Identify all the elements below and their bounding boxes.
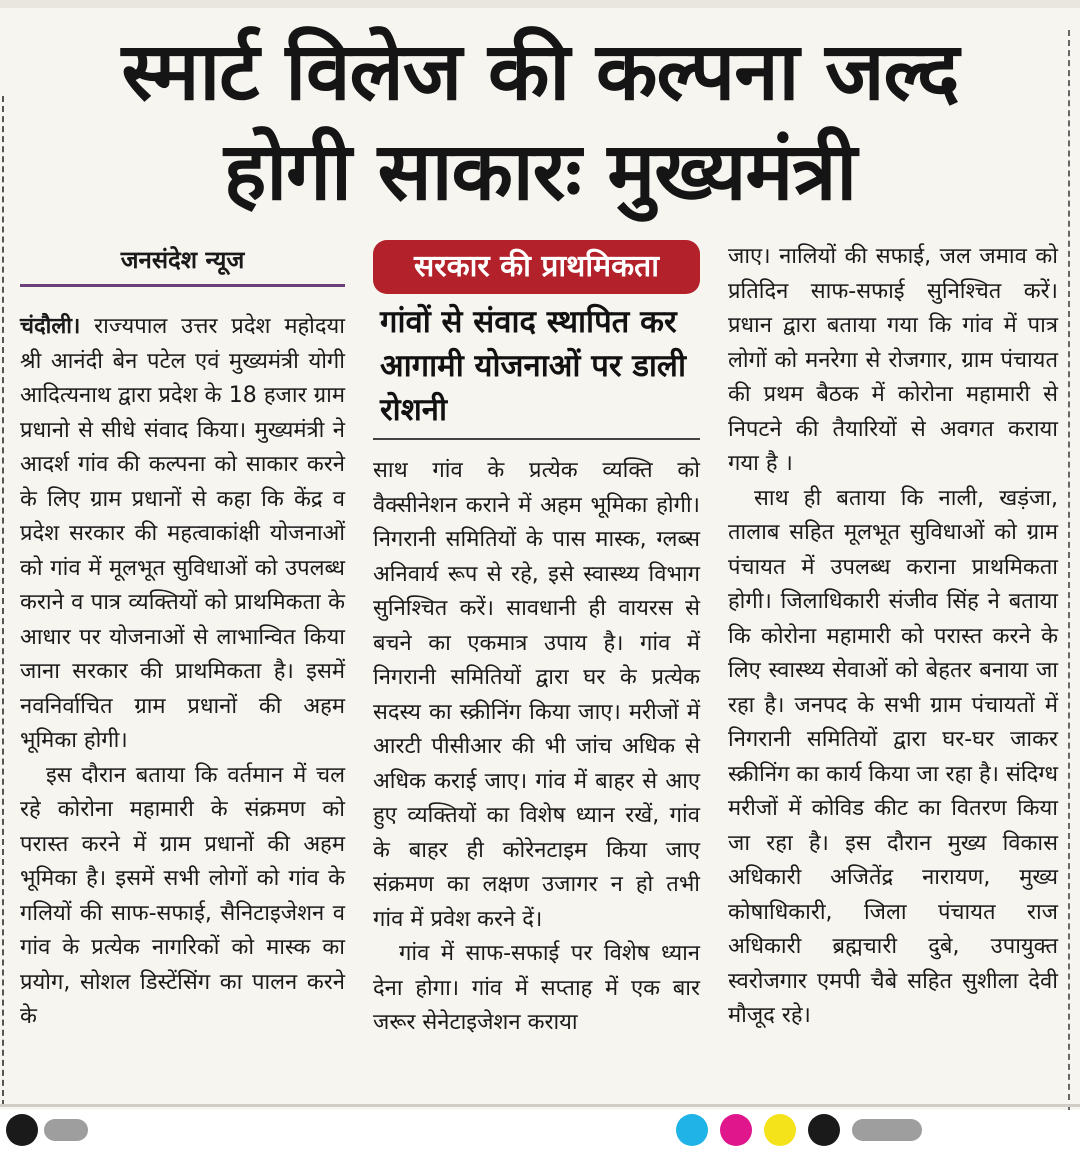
column-2-paragraph-1: साथ गांव के प्रत्येक व्यक्ति को वैक्सीनेशन कराने में अहम भूमिका होगी। निगरानी समितियों के पास मास्क, ग्लब्स अनिवार्य रूप से रहे, इसे स्वास्थ्य विभाग सुनिश्चित करें। सावधानी ही वायरस से बचने का एकमात्र उपाय है। गांव में निगरानी समितियों द्वारा घर के प्रत्येक सदस्य का स्क्रीनिंग किया जाए। मरीजों में आरटी पीसीआर की भी जांच अधिक से अधिक कराई जाए। गांव में बाहर से आए हुए व्यक्तियों का विशेष ध्यान रखें, गांव के बाहर ही कोरेनटाइम किया जाए संक्रमण का लक्षण उजागर न हो तभी गांव में प्रवेश करने दें।: [373, 458, 700, 932]
headline-line-2: होगी साकारः मुख्यमंत्री: [223, 125, 857, 218]
registration-dot-black: [6, 1114, 38, 1146]
column-1-paragraph-1: [20, 310, 345, 759]
subheadline: गांवों से संवाद स्थापित कर आगामी योजनाओं पर डाली रोशनी: [380, 304, 686, 428]
registration-dot-black-2: [808, 1114, 840, 1146]
dateline: चंदौली।: [20, 314, 81, 339]
section-kicker: सरकार की प्राथमिकता: [373, 240, 700, 294]
headline-line-1: स्मार्ट विलेज की कल्पना जल्द: [121, 25, 959, 118]
column-3-paragraph-1: जाए। नालियों की सफाई, जल जमाव को प्रतिदिन साफ-सफाई सुनिश्चित करें। प्रधान द्वारा बताया गया कि गांव में पात्र लोगों को मनरेगा से रोजगार, ग्राम पंचायत की प्रथम बैठक में कोरोना महामारी से निपटने की तैयारियों से अवगत कराया गया है ।: [728, 244, 1058, 476]
column-3-paragraph-2: साथ ही बताया कि नाली, खड़ंजा, तालाब सहित मूलभूत सुविधाओं को ग्राम पंचायत में उपलब्ध कराना प्राथमिकता होगी। जिलाधिकारी संजीव सिंह ने बताया कि कोरोना महामारी को परास्त करने के लिए स्वास्थ्य सेवाओं को बेहतर बनाया जा रहा है। जनपद के सभी ग्राम पंचायतों में निगरानी समितियों द्वारा घर-घर जाकर स्क्रीनिंग का कार्य किया जा रहा है। संदिग्ध मरीजों में कोविड कीट का वितरण किया जा रहा है। इस दौरान मुख्य विकास अधिकारी अजितेंद्र नारायण, मुख्य कोषाधिकारी, जिला पंचायत राज अधिकारी ब्रह्मचारी दुबे, उपायुक्त स्वरोजगार एमपी चैबे सहित सुशीला देवी मौजूद रहे।: [728, 485, 1058, 1028]
registration-bar-gray-2: [852, 1119, 922, 1141]
column-1-paragraph-1-text: राज्यपाल उत्तर प्रदेश महोदया श्री आनंदी बेन पटेल एवं मुख्यमंत्री योगी आदित्यनाथ द्वारा प्रदेश के 18 हजार ग्राम प्रधानो से सीधे संवाद किया। मुख्यमंत्री ने आदर्श गांव की कल्पना को साकार करने के लिए ग्राम प्रधानों से कहा कि केंद्र व प्रदेश सरकार की महत्वाकांक्षी योजनाओं को गांव में मूलभूत सुविधाओं को उपलब्ध कराने व पात्र व्यक्तियों को प्राथमिकता के आधार पर योजनाओं से लाभान्वित किया जाना सरकार की प्राथमिकता है। इसमें नवनिर्वाचित ग्राम प्रधानों की अहम भूमिका होगी।: [20, 314, 345, 753]
article-column-2: [373, 446, 700, 1041]
article-column-3: [728, 240, 1058, 1034]
subheadline-rule: [373, 438, 700, 440]
headline: [10, 22, 1070, 222]
registration-dot-magenta: [720, 1114, 752, 1146]
article-column-1: [20, 240, 345, 1035]
registration-dot-yellow: [764, 1114, 796, 1146]
bottom-rule: [0, 1104, 1080, 1107]
registration-dot-cyan: [676, 1114, 708, 1146]
byline: जनसंदेश न्यूज: [20, 240, 345, 287]
column-1-paragraph-2: इस दौरान बताया कि वर्तमान में चल रहे कोरोना महामारी के संक्रमण को परास्त करने में ग्राम प्रधानों की अहम भूमिका है। इसमें सभी लोगों को गांव के गलियों की साफ-सफाई, सैनिटाइजेशन व गांव के प्रत्येक नागरिकों को मास्क का प्रयोग, सोशल डिस्टेंसिंग का पालन करने के: [20, 762, 345, 1029]
print-margin: [0, 1110, 1080, 1176]
column-divider-left: [2, 96, 4, 1106]
registration-bar-gray: [44, 1119, 88, 1141]
column-2-paragraph-2: गांव में साफ-सफाई पर विशेष ध्यान देना होगा। गांव में सप्ताह में एक बार जरूर सेनेटाइजेशन कराया: [373, 941, 700, 1035]
top-strip: [0, 0, 1080, 8]
